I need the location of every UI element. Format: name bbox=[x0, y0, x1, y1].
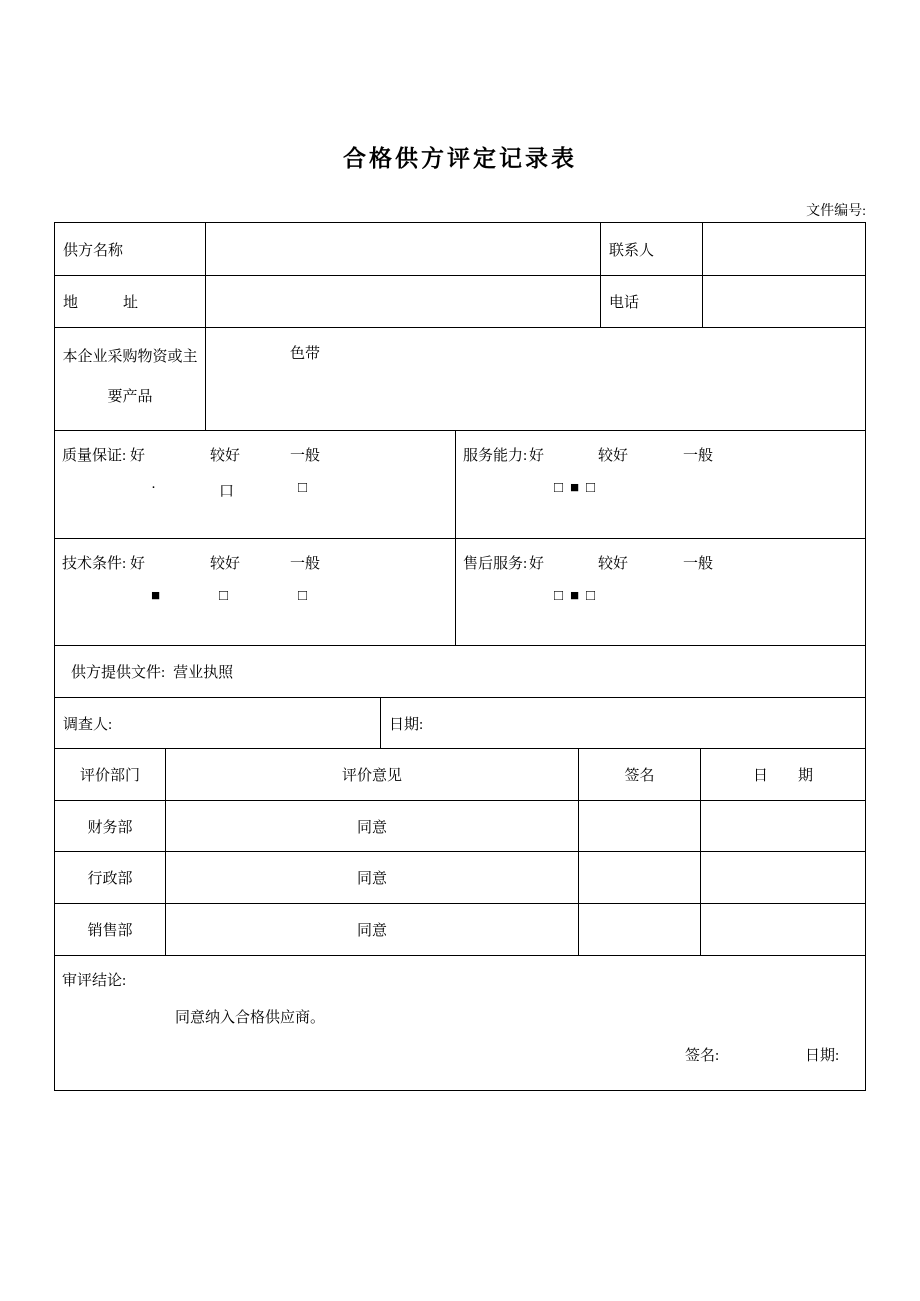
evaluation-row bbox=[55, 801, 865, 852]
rating-option-fair: 较好 bbox=[210, 556, 241, 572]
contact-label: 联系人 bbox=[601, 223, 703, 275]
conclusion-cell bbox=[55, 956, 865, 1090]
checkbox-mark[interactable]: □ bbox=[298, 480, 308, 496]
table-row bbox=[55, 698, 865, 749]
sign-field[interactable] bbox=[579, 904, 701, 955]
dept-name: 财务部 bbox=[55, 801, 166, 851]
phone-field[interactable] bbox=[703, 276, 865, 327]
rating-after-sales-service bbox=[456, 539, 865, 645]
rating-label: 质量保证: bbox=[62, 448, 127, 464]
rating-option-good: 好 bbox=[529, 448, 545, 464]
dept-name: 销售部 bbox=[55, 904, 166, 955]
page-title: 合格供方评定记录表 bbox=[343, 146, 577, 171]
table-row bbox=[55, 539, 865, 646]
rating-option-fair: 较好 bbox=[598, 448, 629, 464]
dept-name: 行政部 bbox=[55, 852, 166, 903]
rating-quality-assurance bbox=[55, 431, 456, 538]
rating-label: 售后服务: bbox=[463, 556, 528, 572]
checkbox-mark[interactable]: · bbox=[151, 480, 156, 496]
checkbox-mark-checked[interactable]: ■ bbox=[151, 588, 161, 604]
supplier-documents-value: 营业执照 bbox=[173, 665, 234, 681]
header-dept: 评价部门 bbox=[55, 749, 166, 800]
conclusion-date-label: 日期: bbox=[805, 1048, 840, 1064]
rating-label: 技术条件: bbox=[62, 556, 127, 572]
phone-label: 电话 bbox=[601, 276, 703, 327]
table-row bbox=[55, 646, 865, 698]
address-field[interactable] bbox=[206, 276, 601, 327]
contact-field[interactable] bbox=[703, 223, 865, 275]
checkbox-mark[interactable]: □ bbox=[219, 588, 229, 604]
date-field[interactable] bbox=[701, 801, 865, 851]
rating-option-average: 一般 bbox=[290, 448, 321, 464]
checkbox-mark[interactable]: 口 bbox=[219, 484, 235, 500]
supplier-evaluation-table bbox=[54, 222, 866, 1091]
sign-field[interactable] bbox=[579, 801, 701, 851]
conclusion-sign-label: 签名: bbox=[685, 1048, 720, 1064]
date-field[interactable] bbox=[701, 852, 865, 903]
header-opinion: 评价意见 bbox=[166, 749, 579, 800]
table-row bbox=[55, 223, 865, 276]
rating-option-average: 一般 bbox=[683, 556, 714, 572]
rating-technical-conditions bbox=[55, 539, 456, 645]
rating-label: 服务能力: bbox=[463, 448, 528, 464]
products-label bbox=[55, 328, 206, 430]
conclusion-label: 审评结论: bbox=[62, 973, 127, 989]
dept-opinion: 同意 bbox=[166, 852, 579, 903]
table-row bbox=[55, 276, 865, 328]
survey-date-label: 日期: bbox=[389, 716, 424, 733]
checkbox-mark[interactable]: □ bbox=[298, 588, 308, 604]
header-sign: 签名 bbox=[579, 749, 701, 800]
rating-option-fair: 较好 bbox=[598, 556, 629, 572]
sign-field[interactable] bbox=[579, 852, 701, 903]
rating-option-average: 一般 bbox=[290, 556, 321, 572]
header-date: 日 期 bbox=[752, 768, 813, 784]
conclusion-text: 同意纳入合格供应商。 bbox=[175, 1010, 326, 1026]
supplier-name-label: 供方名称 bbox=[55, 223, 206, 275]
doc-number-label: 文件编号: bbox=[806, 204, 866, 219]
supplier-documents-label: 供方提供文件: bbox=[71, 665, 166, 681]
checkbox-mark[interactable]: □ bbox=[554, 480, 564, 496]
address-label: 地 址 bbox=[55, 276, 206, 327]
table-row bbox=[55, 328, 865, 431]
evaluation-row bbox=[55, 852, 865, 904]
rating-option-good: 好 bbox=[130, 448, 146, 464]
rating-option-average: 一般 bbox=[683, 448, 714, 464]
rating-option-good: 好 bbox=[529, 556, 545, 572]
rating-option-good: 好 bbox=[130, 556, 146, 572]
checkbox-mark-checked[interactable]: ■ bbox=[570, 480, 580, 496]
rating-option-fair: 较好 bbox=[210, 448, 241, 464]
conclusion-row bbox=[55, 956, 865, 1090]
date-field[interactable] bbox=[701, 904, 865, 955]
products-value: 色带 bbox=[290, 346, 321, 362]
evaluation-header-row bbox=[55, 749, 865, 801]
supplier-documents-cell bbox=[55, 646, 865, 697]
checkbox-mark[interactable]: □ bbox=[586, 588, 596, 604]
checkbox-mark[interactable]: □ bbox=[554, 588, 564, 604]
products-label-line2: 要产品 bbox=[107, 389, 153, 405]
investigator-label: 调查人: bbox=[55, 698, 381, 748]
checkbox-mark-checked[interactable]: ■ bbox=[570, 588, 580, 604]
dept-opinion: 同意 bbox=[166, 904, 579, 955]
evaluation-row bbox=[55, 904, 865, 956]
table-row bbox=[55, 431, 865, 539]
supplier-name-field[interactable] bbox=[206, 223, 601, 275]
products-label-line1: 本企业采购物资或主 bbox=[62, 349, 198, 365]
dept-opinion: 同意 bbox=[166, 801, 579, 851]
checkbox-mark[interactable]: □ bbox=[586, 480, 596, 496]
rating-service-capability bbox=[456, 431, 865, 538]
